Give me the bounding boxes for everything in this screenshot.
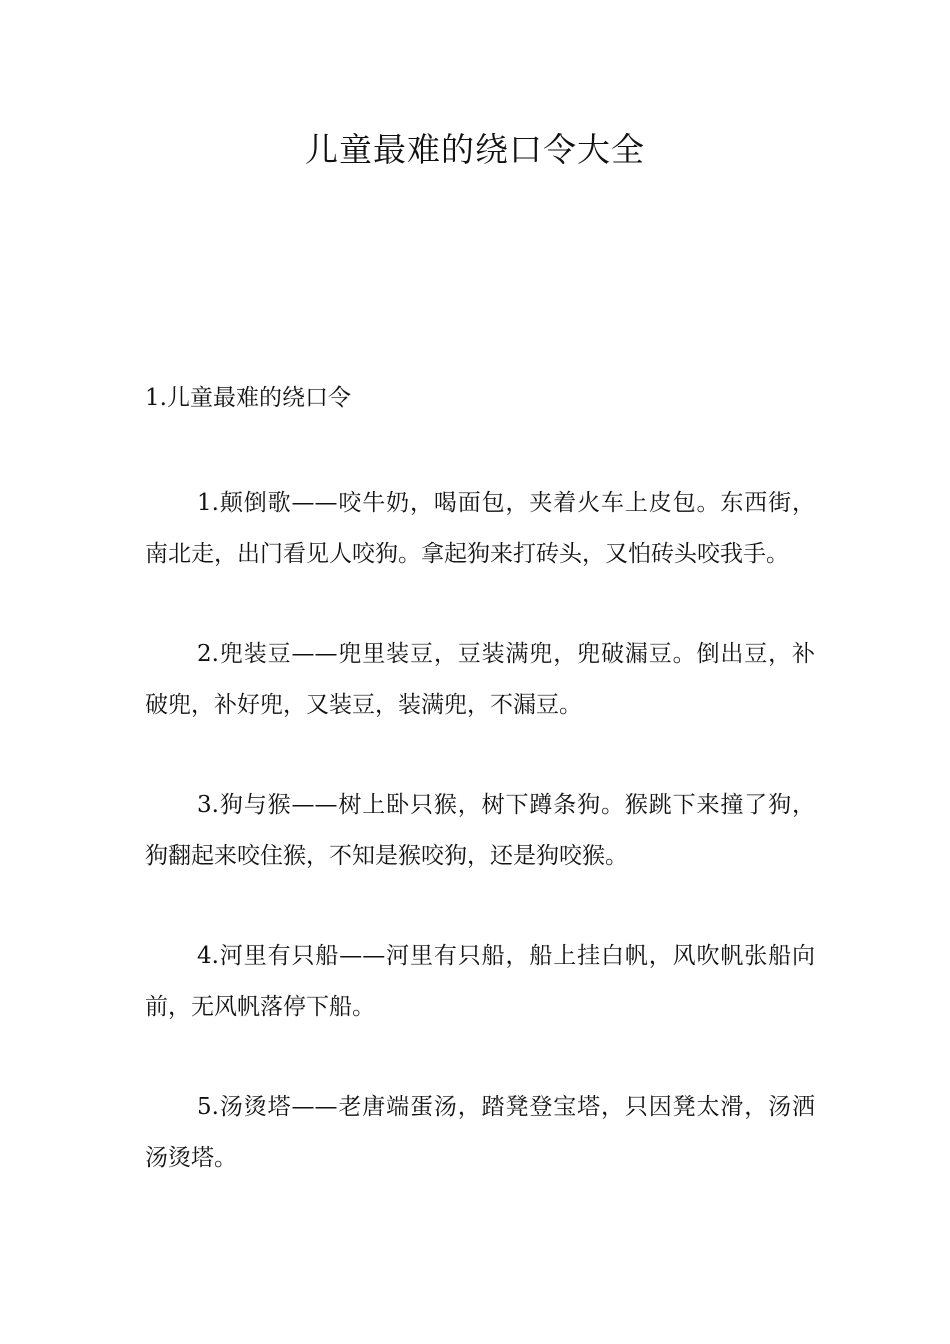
tongue-twister-entry: 5.汤烫塔——老唐端蛋汤，踏凳登宝塔，只因凳太滑，汤洒汤烫塔。 bbox=[145, 1094, 815, 1171]
document-title: 儿童最难的绕口令大全 bbox=[305, 130, 645, 169]
section-heading: 1.儿童最难的绕口令 bbox=[145, 385, 351, 411]
tongue-twister-entry: 4.河里有只船——河里有只船，船上挂白帆，风吹帆张船向前，无风帆落停下船。 bbox=[145, 943, 815, 1020]
tongue-twister-entry: 2.兜装豆——兜里装豆，豆装满兜，兜破漏豆。倒出豆，补破兜，补好兜，又装豆，装满兜，不漏豆。 bbox=[145, 641, 815, 718]
tongue-twister-entry: 3.狗与猴——树上卧只猴，树下蹲条狗。猴跳下来撞了狗，狗翻起来咬住猴，不知是猴咬狗，还是狗咬猴。 bbox=[145, 792, 815, 869]
tongue-twister-entry: 1.颠倒歌——咬牛奶，喝面包，夹着火车上皮包。东西街，南北走，出门看见人咬狗。拿起狗来打砖头，又怕砖头咬我手。 bbox=[145, 490, 815, 567]
tongue-twister-list bbox=[145, 478, 815, 1233]
